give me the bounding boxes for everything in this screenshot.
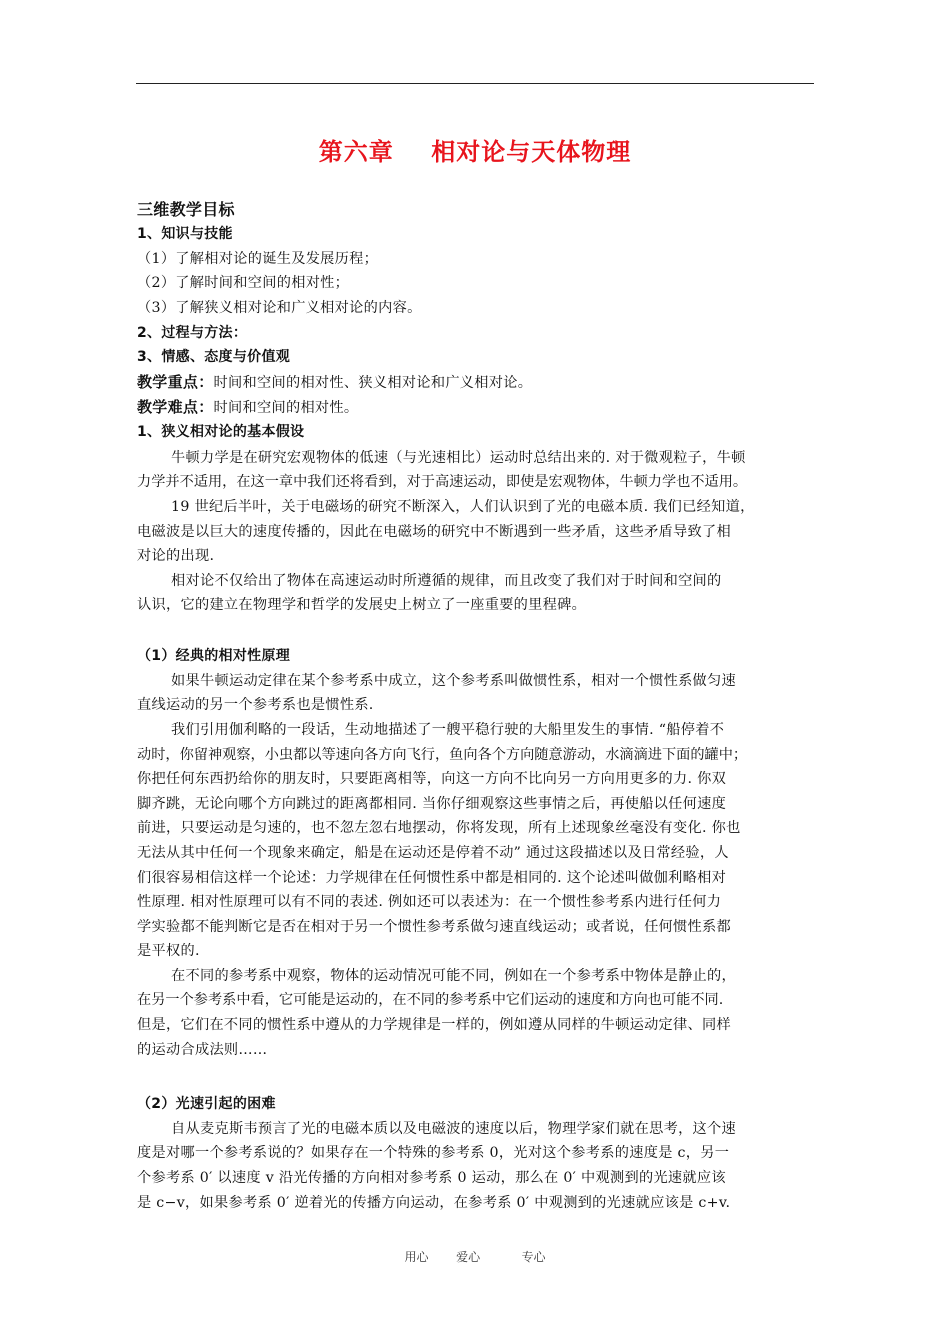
teaching-difficulty-text: 时间和空间的相对性。 [213,400,359,416]
teaching-difficulty-label: 教学难点： [137,398,214,416]
paragraph-line: 的运动合成法则…… [137,1042,268,1058]
paragraph-line: 在不同的参考系中观察，物体的运动情况可能不同，例如在一个参考系中物体是静止的， [171,968,737,984]
paragraph-line: 个参考系 0′ 以速度 v 沿光传播的方向相对参考系 0 运动，那么在 0′ 中观测到的光速就应该 [137,1170,726,1186]
paragraph-line: 牛顿力学是在研究宏观物体的低速（与光速相比）运动时总结出来的. 对于微观粒子，牛顿 [171,450,746,466]
paragraph-line: 相对论不仅给出了物体在高速运动时所遵循的规律，而且改变了我们对于时间和空间的 [171,573,722,589]
paragraph-line: 是 c−v，如果参考系 0′ 逆着光的传播方向运动，在参考系 0′ 中观测到的光速就应该是 c+v. [137,1195,731,1211]
teaching-difficulty [137,397,817,418]
paragraph-line: 无法从其中任何一个现象来确定，船是在运动还是停着不动” 通过这段描述以及日常经验，人 [137,845,729,861]
paragraph-line: 力学并不适用，在这一章中我们还将看到，对于高速运动，即使是宏观物体，牛顿力学也不适用。 [137,474,748,490]
paragraph-line: 在另一个参考系中看，它可能是运动的，在不同的参考系中它们运动的速度和方向也可能不同. [137,992,724,1008]
paragraph-line: 脚齐跳，无论向哪个方向跳过的距离都相同. 当你仔细观察这些事情之后，再使船以任何速度 [137,796,727,812]
paragraph-line: 们很容易相信这样一个论述：力学规律在任何惯性系中都是相同的. 这个论述叫做伽利略相对 [137,870,727,886]
paragraph-line: 对论的出现. [137,548,215,564]
paragraph-line: 学实验都不能判断它是否在相对于另一个惯性参考系做匀速直线运动；或者说，任何惯性系都 [137,919,731,935]
paragraph-line: 直线运动的另一个参考系也是惯性系. [137,697,374,713]
page-title: 第六章 相对论与天体物理 [318,138,632,166]
paragraph-line: 自从麦克斯韦预言了光的电磁本质以及电磁波的速度以后，物理学家们就在思考，这个速 [171,1121,737,1137]
paragraph-line: 度是对哪一个参考系说的？如果存在一个特殊的参考系 0，光对这个参考系的速度是 c，另一 [137,1145,730,1161]
goals-heading: 三维教学目标 [137,200,235,219]
goal-attitude-heading: 3、情感、态度与价值观 [137,349,291,365]
header-rule [136,83,814,84]
paragraph-line: 我们引用伽利略的一段话，生动地描述了一艘平稳行驶的大船里发生的事情. “船停着不 [171,722,725,738]
sub2-heading: （2）光速引起的困难 [137,1096,276,1112]
paragraph-line: 性原理. 相对性原理可以有不同的表述. 例如还可以表述为：在一个惯性参考系内进行任何力 [137,894,722,910]
goal-process-heading: 2、过程与方法： [137,325,248,341]
paragraph-line: 你把任何东西扔给你的朋友时，只要距离相等，向这一方向不比向另一方向用更多的力. 你双 [137,771,727,787]
goal-knowledge-heading: 1、知识与技能 [137,226,233,242]
paragraph-line: 如果牛顿运动定律在某个参考系中成立，这个参考系叫做惯性系，相对一个惯性系做匀速 [171,673,737,689]
paragraph-line: 是平权的. [137,943,200,959]
paragraph-line: 但是，它们在不同的惯性系中遵从的力学规律是一样的，例如遵从同样的牛顿运动定律、同样 [137,1017,731,1033]
teaching-focus-text: 时间和空间的相对性、狭义相对论和广义相对论。 [213,375,533,391]
page-footer: 用心 爱心 专心 [404,1250,546,1264]
paragraph-line: 认识，它的建立在物理学和哲学的发展史上树立了一座重要的里程碑。 [137,597,587,613]
paragraph-line: 电磁波是以巨大的速度传播的，因此在电磁场的研究中不断遇到一些矛盾，这些矛盾导致了相 [137,524,731,540]
sub1-heading: （1）经典的相对性原理 [137,648,291,664]
teaching-focus-label: 教学重点： [137,373,214,391]
goal-item: （3）了解狭义相对论和广义相对论的内容。 [137,300,422,316]
paragraph-line: 前进，只要运动是匀速的，也不忽左忽右地摆动，你将发现，所有上述现象丝毫没有变化. 你也 [137,820,741,836]
paragraph-line: 19 世纪后半叶，关于电磁场的研究不断深入，人们认识到了光的电磁本质. 我们已经知道， [171,499,755,515]
teaching-focus [137,372,817,393]
paragraph-line: 动时，你留神观察，小虫都以等速向各方向飞行，鱼向各个方向随意游动，水滴滴进下面的罐中； [137,747,748,763]
goal-item: （1）了解相对论的诞生及发展历程； [137,251,379,267]
goal-item: （2）了解时间和空间的相对性； [137,275,350,291]
section1-heading: 1、狭义相对论的基本假设 [137,424,305,440]
